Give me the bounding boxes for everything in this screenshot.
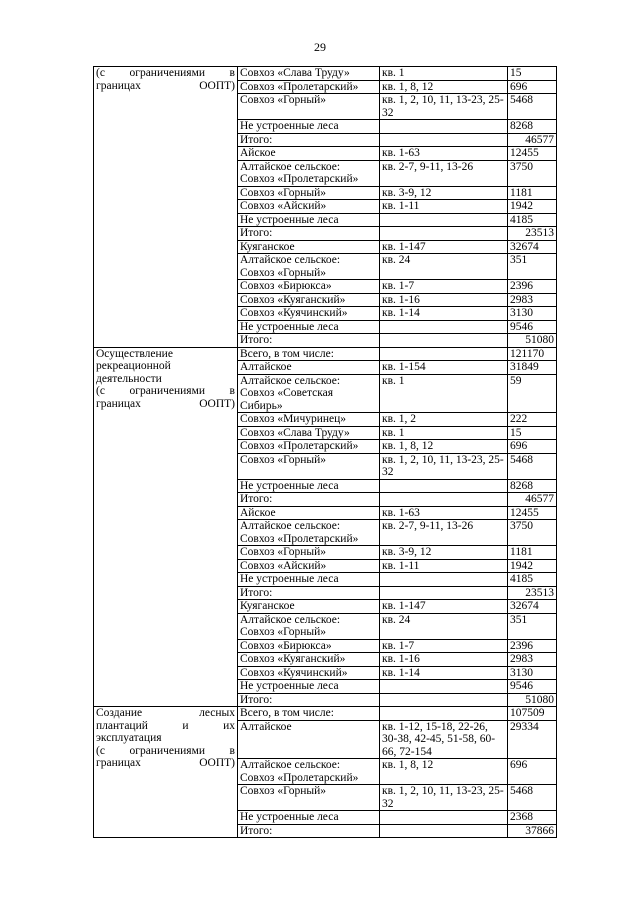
- quarter-cell: кв. 1, 2, 10, 11, 13-23, 25-32: [380, 785, 508, 811]
- area-cell: 5468: [508, 785, 557, 811]
- area-cell: 59: [508, 374, 557, 413]
- quarter-cell: [380, 133, 508, 147]
- forestry-cell: Совхоз «Куячинский»: [238, 307, 380, 321]
- area-cell: 5468: [508, 94, 557, 120]
- table-row: [94, 67, 557, 81]
- purpose-line: границах ООПТ): [96, 79, 235, 92]
- quarter-cell: [380, 347, 508, 361]
- quarter-cell: [380, 320, 508, 334]
- forestry-cell: Совхоз «Горный»: [238, 546, 380, 560]
- purpose-line: (с ограничениями в: [96, 67, 235, 79]
- quarter-cell: кв. 1-11: [380, 200, 508, 214]
- purpose-line: (с ограничениями в: [96, 385, 235, 397]
- forestry-cell: Итого:: [238, 493, 380, 507]
- forestry-cell: Итого:: [238, 586, 380, 600]
- purpose-line: рекреационной: [96, 360, 171, 372]
- area-cell: 1942: [508, 200, 557, 214]
- area-cell: 12455: [508, 506, 557, 520]
- forestry-cell: Не устроенные леса: [238, 573, 380, 587]
- area-cell: 696: [508, 80, 557, 94]
- quarter-cell: кв. 1-147: [380, 600, 508, 614]
- quarter-cell: кв. 1: [380, 374, 508, 413]
- quarter-cell: кв. 1: [380, 426, 508, 440]
- area-cell: 12455: [508, 147, 557, 161]
- area-cell: 2396: [508, 280, 557, 294]
- area-cell: 5468: [508, 453, 557, 479]
- forestry-cell: Алтайское сельское: Совхоз «Пролетарский»: [238, 759, 380, 785]
- quarter-cell: кв. 1, 2, 10, 11, 13-23, 25-32: [380, 94, 508, 120]
- forestry-cell: Не устроенные леса: [238, 680, 380, 694]
- forestry-cell: Совхоз «Куяганский»: [238, 293, 380, 307]
- area-cell: 15: [508, 67, 557, 81]
- area-cell: 107509: [508, 707, 557, 721]
- quarter-cell: [380, 824, 508, 838]
- quarter-cell: [380, 227, 508, 241]
- area-cell: 3130: [508, 307, 557, 321]
- purpose-line: плантаций и их: [96, 719, 235, 732]
- forestry-cell: Совхоз «Пролетарский»: [238, 80, 380, 94]
- forestry-cell: Совхоз «Бирюкса»: [238, 639, 380, 653]
- purpose-line: (с ограничениями в: [96, 744, 235, 757]
- forestry-cell: Не устроенные леса: [238, 320, 380, 334]
- quarter-cell: [380, 693, 508, 707]
- forestry-cell: Итого:: [238, 824, 380, 838]
- area-cell: 46577: [508, 493, 557, 507]
- area-cell: 8268: [508, 120, 557, 134]
- forestry-cell: Итого:: [238, 133, 380, 147]
- area-cell: 2983: [508, 653, 557, 667]
- forest-use-table: [93, 66, 557, 838]
- area-cell: 1942: [508, 559, 557, 573]
- forestry-cell: Совхоз «Горный»: [238, 453, 380, 479]
- quarter-cell: кв. 1-12, 15-18, 22-26, 30-38, 42-45, 51-58, 60-66, 72-154: [380, 720, 508, 759]
- area-cell: 8268: [508, 479, 557, 493]
- area-cell: 9546: [508, 680, 557, 694]
- purpose-line: границах ООПТ): [96, 757, 235, 769]
- forestry-cell: Всего, в том числе:: [238, 347, 380, 361]
- purpose-line: границах ООПТ): [96, 397, 235, 410]
- area-cell: 1181: [508, 546, 557, 560]
- quarter-cell: [380, 680, 508, 694]
- forestry-cell: Совхоз «Бирюкса»: [238, 280, 380, 294]
- quarter-cell: кв. 1-7: [380, 280, 508, 294]
- purpose-cell: [94, 707, 238, 838]
- area-cell: 2983: [508, 293, 557, 307]
- quarter-cell: кв. 1-63: [380, 506, 508, 520]
- area-cell: 1181: [508, 186, 557, 200]
- table-row: [94, 707, 557, 721]
- forestry-cell: Алтайское сельское: Совхоз «Пролетарский»: [238, 520, 380, 546]
- quarter-cell: кв. 1-16: [380, 653, 508, 667]
- forestry-cell: Айское: [238, 506, 380, 520]
- purpose-line: эксплуатация: [96, 732, 162, 744]
- forestry-cell: Совхоз «Куячинский»: [238, 666, 380, 680]
- forestry-cell: Всего, в том числе:: [238, 707, 380, 721]
- quarter-cell: кв. 1: [380, 67, 508, 81]
- area-cell: 31849: [508, 361, 557, 375]
- quarter-cell: кв. 1-14: [380, 307, 508, 321]
- forestry-cell: Не устроенные леса: [238, 811, 380, 825]
- forestry-cell: Совхоз «Куяганский»: [238, 653, 380, 667]
- forestry-cell: Алтайское сельское: Совхоз «Советская Сибирь»: [238, 374, 380, 413]
- quarter-cell: [380, 120, 508, 134]
- area-cell: 46577: [508, 133, 557, 147]
- area-cell: 51080: [508, 334, 557, 348]
- forestry-cell: Итого:: [238, 693, 380, 707]
- quarter-cell: [380, 334, 508, 348]
- area-cell: 32674: [508, 600, 557, 614]
- forestry-cell: Алтайское сельское: Совхоз «Горный»: [238, 613, 380, 639]
- forestry-cell: Совхоз «Горный»: [238, 785, 380, 811]
- purpose-line: Осуществление: [96, 347, 173, 360]
- quarter-cell: кв. 1-63: [380, 147, 508, 161]
- quarter-cell: кв. 1, 8, 12: [380, 759, 508, 785]
- forestry-cell: Итого:: [238, 227, 380, 241]
- purpose-line: Создание лесных: [96, 707, 235, 719]
- quarter-cell: [380, 479, 508, 493]
- forestry-cell: Совхоз «Слава Труду»: [238, 426, 380, 440]
- forestry-cell: Алтайское сельское: Совхоз «Пролетарский»: [238, 160, 380, 186]
- quarter-cell: кв. 1-11: [380, 559, 508, 573]
- area-cell: 696: [508, 440, 557, 454]
- purpose-cell: [94, 67, 238, 348]
- quarter-cell: кв. 1-16: [380, 293, 508, 307]
- forestry-cell: Совхоз «Горный»: [238, 94, 380, 120]
- area-cell: 351: [508, 254, 557, 280]
- quarter-cell: кв. 1-147: [380, 240, 508, 254]
- quarter-cell: кв. 1, 2, 10, 11, 13-23, 25-32: [380, 453, 508, 479]
- area-cell: 32674: [508, 240, 557, 254]
- forestry-cell: Итого:: [238, 334, 380, 348]
- quarter-cell: кв. 1, 8, 12: [380, 80, 508, 94]
- quarter-cell: [380, 586, 508, 600]
- forestry-cell: Совхоз «Айский»: [238, 200, 380, 214]
- area-cell: 4185: [508, 573, 557, 587]
- area-cell: 51080: [508, 693, 557, 707]
- purpose-cell: [94, 347, 238, 707]
- forestry-cell: Совхоз «Мичуринец»: [238, 413, 380, 427]
- forestry-cell: Совхоз «Слава Труду»: [238, 67, 380, 81]
- quarter-cell: кв. 2-7, 9-11, 13-26: [380, 520, 508, 546]
- area-cell: 23513: [508, 586, 557, 600]
- forestry-cell: Куяганское: [238, 600, 380, 614]
- quarter-cell: [380, 213, 508, 227]
- quarter-cell: кв. 1-7: [380, 639, 508, 653]
- area-cell: 3750: [508, 520, 557, 546]
- area-cell: 3750: [508, 160, 557, 186]
- forestry-cell: Не устроенные леса: [238, 213, 380, 227]
- area-cell: 351: [508, 613, 557, 639]
- quarter-cell: кв. 3-9, 12: [380, 186, 508, 200]
- area-cell: 2396: [508, 639, 557, 653]
- forestry-cell: Айское: [238, 147, 380, 161]
- quarter-cell: кв. 1, 2: [380, 413, 508, 427]
- forestry-cell: Совхоз «Айский»: [238, 559, 380, 573]
- area-cell: 29334: [508, 720, 557, 759]
- quarter-cell: [380, 811, 508, 825]
- quarter-cell: кв. 1-154: [380, 361, 508, 375]
- forestry-cell: Алтайское: [238, 720, 380, 759]
- area-cell: 121170: [508, 347, 557, 361]
- quarter-cell: кв. 24: [380, 613, 508, 639]
- area-cell: 222: [508, 413, 557, 427]
- quarter-cell: [380, 573, 508, 587]
- quarter-cell: кв. 2-7, 9-11, 13-26: [380, 160, 508, 186]
- area-cell: 2368: [508, 811, 557, 825]
- area-cell: 15: [508, 426, 557, 440]
- area-cell: 4185: [508, 213, 557, 227]
- forestry-cell: Не устроенные леса: [238, 479, 380, 493]
- forestry-cell: Совхоз «Горный»: [238, 186, 380, 200]
- quarter-cell: кв. 24: [380, 254, 508, 280]
- area-cell: 3130: [508, 666, 557, 680]
- table-row: [94, 347, 557, 361]
- area-cell: 696: [508, 759, 557, 785]
- area-cell: 9546: [508, 320, 557, 334]
- area-cell: 23513: [508, 227, 557, 241]
- area-cell: 37866: [508, 824, 557, 838]
- forestry-cell: Куяганское: [238, 240, 380, 254]
- quarter-cell: [380, 707, 508, 721]
- purpose-line: деятельности: [96, 372, 162, 385]
- forestry-cell: Алтайское: [238, 361, 380, 375]
- quarter-cell: кв. 1, 8, 12: [380, 440, 508, 454]
- forestry-cell: Совхоз «Пролетарский»: [238, 440, 380, 454]
- quarter-cell: [380, 493, 508, 507]
- forestry-cell: Не устроенные леса: [238, 120, 380, 134]
- page-number: 29: [314, 40, 326, 54]
- forestry-cell: Алтайское сельское: Совхоз «Горный»: [238, 254, 380, 280]
- quarter-cell: кв. 1-14: [380, 666, 508, 680]
- quarter-cell: кв. 3-9, 12: [380, 546, 508, 560]
